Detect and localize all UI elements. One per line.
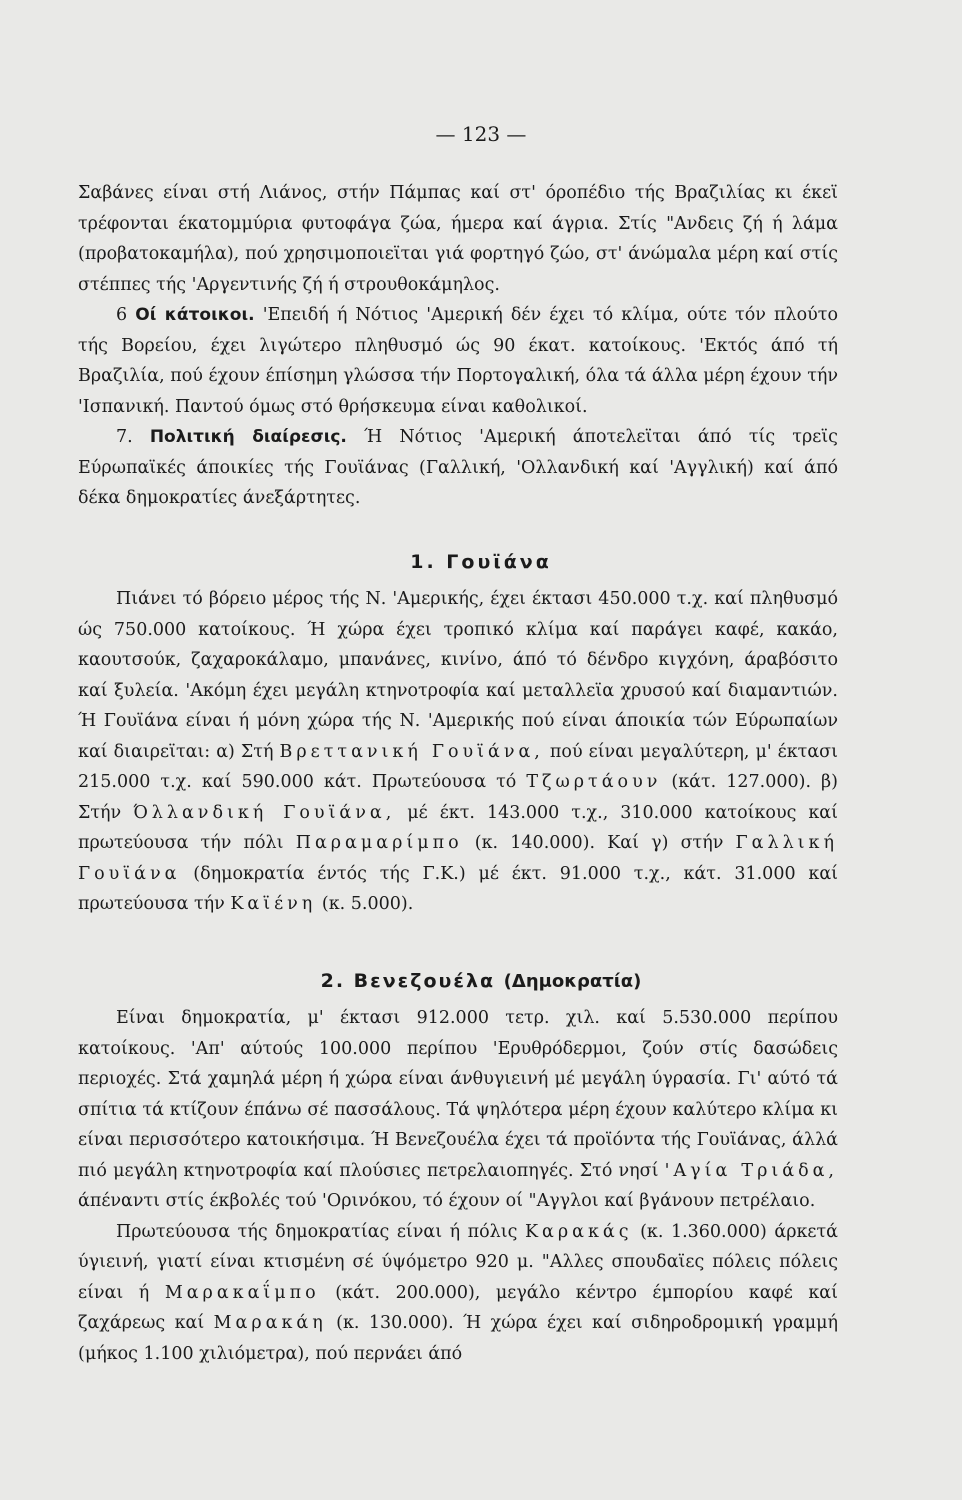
venezuela-text-2d: (κ. 130.000). Ή χώρα έχει καί σιδηροδρομική γραμμή (μήκος 1.100 χιλιόμετρα), πού περνάει άπό (78, 1313, 838, 1364)
guiana-text-5: (κ. 140.000). Καί γ) στήν (474, 833, 724, 853)
guiana-text-6: (δημοκρατία έντός τής Γ.Κ.) μέ έκτ. 91.000 τ.χ., κάτ. 31.000 καί πρωτεύουσα τήν (78, 863, 838, 914)
section-6-text: 'Επειδή ή Νότιος 'Αμερική δέν έχει τό κλίμα, ούτε τόν πλούτο τής Βορείου, έχει λιγώτερο πληθυσμό ώς 90 έκατ. κατοίκους. 'Εκτός άπό τή Βραζιλία, πού έχουν έπίσημη γλώσσα τήν Πορτογαλική, όλα τά άλλα μέρη έχουν τήν 'Ισπανική. Παντού όμως στό θρήσκευμα είναι καθολικοί. (78, 305, 838, 417)
venezuela-subtitle: (Δημοκρατία) (503, 971, 642, 992)
caracas-name: Καρακάς (524, 1221, 633, 1242)
section-6-paragraph (78, 300, 838, 422)
british-guiana-name: Βρεττανική Γουϊάνα, (279, 741, 544, 762)
page-number: — 123 — (435, 122, 527, 146)
section-6-number: 6 (116, 305, 128, 325)
section-7-text: Ή Νότιος 'Αμερική άποτελεϊται άπό τίς τρεϊς Εύρωπαϊκές άποικίες τής Γουϊάνας (Γαλλική, 'Ολλανδική καί 'Αγγλική) καί άπό δέκα δημοκρατίες άνεξάρτητες. (78, 427, 838, 508)
guiana-text-1: Πιάνει τό βόρειο μέρος τής Ν. 'Αμερικής, έχει έκτασι 450.000 τ.χ. καί πληθυσμό ώς 750.000 κατοίκους. Ή χώρα έχει τροπικό κλίμα καί παράγει καφέ, κακάο, καουτσούκ, ζαχαροκάλαμο, μπανάνες, κινίνο, άπό τό δένδρο κιγχόνη, άραβόσιτο καί ξυλεία. 'Ακόμη έχει μεγάλη κτηνοτροφία καί μεταλλεϊα χρυσού καί διαμαντιών. Ή Γουϊάνα είναι ή μόνη χώρα τής Ν. 'Αμερικής πού είναι άποικία τών Εύρωπαίων καί διαιρεϊται: α) Στή (78, 589, 838, 762)
guiana-text-2: πού είναι μεγαλύτερη, μ' έκτασι 215.000 τ.χ. καί 590.000 κάτ. Πρωτεύουσα τό (78, 741, 838, 792)
venezuela-text-2b: (κ. 1.360.000) άρκετά ύγιεινή, γιατί είναι κτισμένη σέ ύψόμετρο 920 μ. "Αλλες σπουδαϊες πόλεις πόλεις είναι ή (78, 1221, 838, 1303)
section-7-number: 7. (116, 427, 133, 447)
venezuela-paragraph-2 (78, 1217, 838, 1370)
venezuela-paragraph-1 (78, 1003, 838, 1217)
guiana-text-4: μέ έκτ. 143.000 τ.χ., 310.000 κατοίκους καί πρωτεύουσα τήν πόλι (78, 802, 838, 853)
venezuela-title: 2. Βενεζουέλα (320, 970, 496, 992)
guiana-title: 1. Γουϊάνα (410, 551, 552, 573)
french-guiana-name: Γαλλική Γουϊάνα (78, 833, 838, 884)
intro-paragraph: Σαβάνες είναι στή Λιάνος, στήν Πάμπας καί στ' όροπέδιο τής Βραζιλίας κι έκεϊ τρέφονται έκατομμύρια φυτοφάγα ζώα, ήμερα καί άγρια. Στίς "Ανδεις ζή ή λάμα (προβατοκαμήλα), πού χρησιμοποιεϊται γιά φορτηγό ζώο, στ' άνώμαλα μέρη καί στίς στέππες τής 'Αργεντινής ζή ή στρουθοκάμηλος. (78, 183, 838, 295)
guiana-paragraph (78, 584, 838, 920)
intro-section (78, 178, 838, 514)
venezuela-text-2c: (κάτ. 200.000), μεγάλο κέντρο έμπορίου καφέ καί ζαχάρεως καί (78, 1282, 838, 1333)
maracay-name: Μαρακάη (213, 1313, 327, 1333)
georgetown-name: Τζωρτάουν (526, 772, 662, 792)
paramaribo-name: Παραμαρίμπο (295, 833, 463, 853)
section-7-paragraph (78, 422, 838, 514)
venezuela-text-2a: Πρωτεύουσα τής δημοκρατίας είναι ή πόλις (116, 1221, 518, 1242)
guiana-text-7: (κ. 5.000). (321, 894, 414, 914)
section-6-heading: Οί κάτοικοι. (135, 305, 255, 325)
guiana-section (78, 584, 838, 920)
venezuela-text-1b: άπέναντι στίς έκβολές τού 'Ορινόκου, τό έχουν οί "Αγγλοι καί βγάνουν πετρέλαιο. (78, 1191, 816, 1211)
venezuela-title-line (0, 970, 962, 992)
venezuela-text-1a: Είναι δημοκρατία, μ' έκτασι 912.000 τετρ. χιλ. καί 5.530.000 περίπου κατοίκους. 'Απ' αύτούς 100.000 περίπου 'Ερυθρόδερμοι, ζούν στίς δασώδεις περιοχές. Στά χαμηλά μέρη ή χώρα είναι άνθυγιεινή μέ μεγάλη ύγρασία. Γι' αύτό τά σπίτια τά κτίζουν έπάνω σέ πασσάλους. Τά ψηλότερα μέρη έχουν καλύτερο κλίμα κι είναι περισσότερο κατοικήσιμα. Ή Βενεζουέλα έχει τά προϊόντα τής Γουϊάνας, άλλά πιό μεγάλη κτηνοτροφία καί πλούσιες πετρελαιοπηγές. Στό νησί (78, 1008, 838, 1181)
cayenne-name: Καϊένη (230, 894, 317, 914)
dutch-guiana-name: Όλλανδική Γουϊάνα, (133, 802, 396, 823)
section-7-heading: Πολιτική διαίρεσις. (149, 427, 347, 447)
trinidad-name: 'Αγία Τριάδα, (664, 1160, 838, 1181)
guiana-text-3: (κάτ. 127.000). β) Στήν (78, 772, 838, 823)
venezuela-section (78, 1003, 838, 1369)
maracaibo-name: Μαρακαΐμπο (164, 1282, 320, 1303)
